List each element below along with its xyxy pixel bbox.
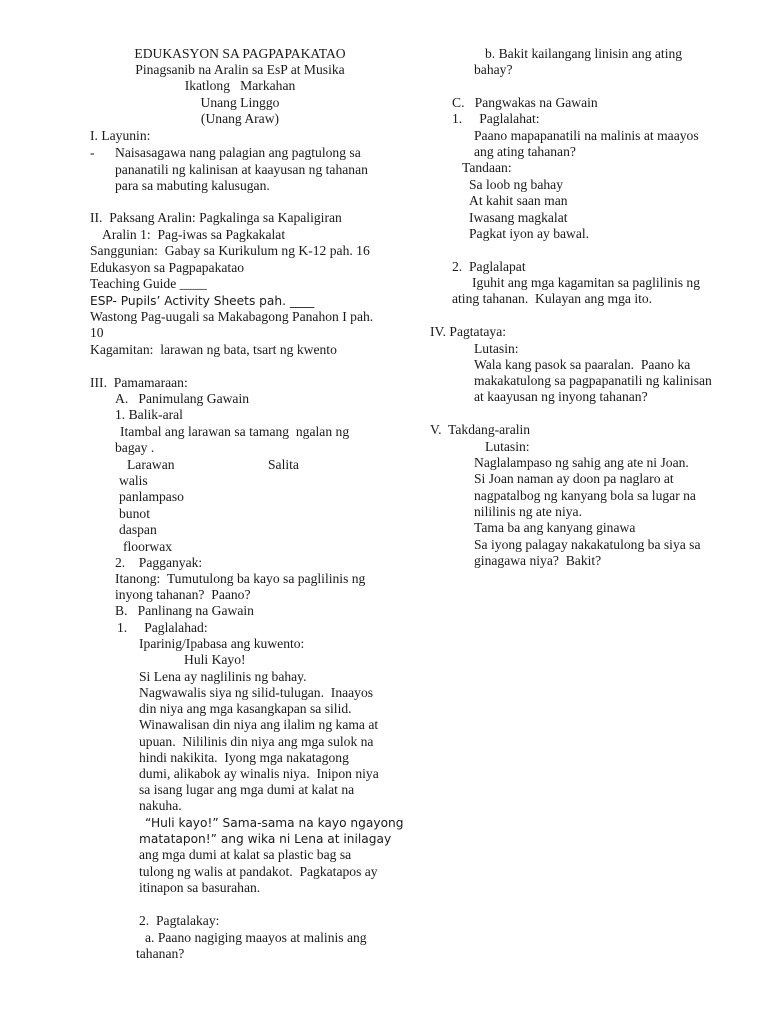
section-heading: III. Pamamaraan:: [90, 375, 188, 390]
poem-line: Iwasang magkalat: [469, 210, 568, 225]
text-line: para sa mabuting kalusugan.: [115, 178, 270, 193]
header-line: (Unang Araw): [200, 111, 280, 126]
poem-line: Sa loob ng bahay: [469, 177, 564, 192]
text-line: Naisasagawa nang palagian ang pagtulong sa: [115, 145, 361, 160]
text-line: Iparinig/Ipabasa ang kuwento:: [139, 636, 305, 651]
story-line: nakuha.: [139, 798, 182, 813]
list-item: bunot: [119, 506, 150, 521]
text-line: Teaching Guide ____: [90, 276, 207, 291]
text-line: Kagamitan: larawan ng bata, tsart ng kwento: [90, 342, 337, 357]
sub-heading: 2. Pagtalakay:: [139, 913, 220, 928]
sub-heading: C. Pangwakas na Gawain: [452, 95, 598, 110]
text-line: bagay .: [115, 440, 155, 455]
sub-heading: 1. Paglalahad:: [117, 620, 208, 635]
sub-heading: 1. Paglalahat:: [452, 111, 540, 126]
section-heading: IV. Pagtataya:: [430, 324, 507, 339]
story-line: tulong ng walis at pandakot. Pagkatapos ay: [139, 864, 378, 879]
header-line: Pinagsanib na Aralin sa EsP at Musika: [135, 62, 345, 77]
column-header-salita: Salita: [268, 457, 299, 472]
text-line: 10: [90, 325, 104, 340]
story-line: Winawalisan din niya ang ilalim ng kama at: [139, 717, 379, 732]
story-line: dumi, alikabok ay winalis niya. Inipon niya: [139, 766, 379, 781]
text-line: Tandaan:: [462, 160, 512, 175]
header-line: Unang Linggo: [200, 95, 280, 110]
list-item: walis: [119, 473, 148, 488]
text-line: nagpatalbog ng kanyang bola sa lugar na: [474, 488, 696, 503]
question-line: b. Bakit kailangang linisin ang ating: [485, 46, 683, 61]
text-line: Wala kang pasok sa paaralan. Paano ka: [474, 357, 691, 372]
text-line: Sanggunian: Gabay sa Kurikulum ng K-12 pah. 16: [90, 243, 370, 258]
text-line: ang ating tahanan?: [474, 144, 576, 159]
poem-line: Pagkat iyon ay bawal.: [469, 226, 590, 241]
story-line: din niya ang mga kasangkapan sa silid.: [139, 701, 352, 716]
text-line: nililinis ng ate niya.: [474, 504, 582, 519]
text-line: Itanong: Tumutulong ba kayo sa paglilinis ng: [115, 571, 366, 586]
question-line: bahay?: [474, 62, 513, 77]
question-line: a. Paano nagiging maayos at malinis ang: [145, 930, 367, 945]
sub-heading: A. Panimulang Gawain: [115, 391, 250, 406]
section-heading: II. Paksang Aralin: Pagkalinga sa Kapaligiran: [90, 210, 342, 225]
text-line: ESP- Pupils’ Activity Sheets pah. ____: [90, 294, 315, 308]
text-line: pananatili ng kalinisan at kaayusan ng tahanan: [115, 162, 368, 177]
text-line: 1. Balik-aral: [115, 407, 183, 422]
sub-heading: B. Panlinang na Gawain: [115, 603, 254, 618]
story-line: ang mga dumi at kalat sa plastic bag sa: [139, 847, 352, 862]
story-line: matatapon!” ang wika ni Lena at inilagay: [139, 832, 392, 846]
list-item: daspan: [119, 522, 157, 537]
sub-heading: 2. Pagganyak:: [115, 555, 203, 570]
text-line: Edukasyon sa Pagpapakatao: [90, 260, 245, 275]
story-line: “Huli kayo!” Sama-sama na kayo ngayong: [145, 816, 404, 830]
text-line: Tama ba ang kanyang ginawa: [474, 520, 636, 535]
story-line: Nagwawalis siya ng silid-tulugan. Inaayos: [139, 685, 374, 700]
list-item: floorwax: [123, 539, 173, 554]
poem-line: At kahit saan man: [469, 193, 568, 208]
story-line: sa isang lugar ang mga dumi at kalat na: [139, 782, 355, 797]
text-line: Lutasin:: [485, 439, 530, 454]
story-line: Si Lena ay naglilinis ng bahay.: [139, 669, 307, 684]
doc-title: EDUKASYON SA PAGPAPAKATAO: [134, 46, 346, 61]
story-title: Huli Kayo!: [184, 652, 246, 667]
text-line: ginagawa niya? Bakit?: [474, 553, 602, 568]
section-heading: V. Takdang-aralin: [430, 422, 531, 437]
text-line: Itambal ang larawan sa tamang ngalan ng: [120, 424, 350, 439]
text-line: Iguhit ang mga kagamitan sa paglilinis ng: [472, 275, 701, 290]
story-line: upuan. Nililinis din niya ang mga sulok na: [139, 734, 374, 749]
text-line: Aralin 1: Pag-iwas sa Pagkakalat: [102, 227, 286, 242]
column-header-larawan: Larawan: [127, 457, 175, 472]
sub-heading: 2. Paglalapat: [452, 259, 526, 274]
text-line: makakatulong sa pagpapanatili ng kalinisan: [474, 373, 712, 388]
text-line: Naglalampaso ng sahig ang ate ni Joan.: [474, 455, 689, 470]
list-item: panlampaso: [119, 489, 184, 504]
question-line: tahanan?: [136, 946, 185, 961]
text-line: Si Joan naman ay doon pa naglaro at: [474, 471, 674, 486]
text-line: Lutasin:: [474, 341, 519, 356]
text-line: Paano mapapanatili na malinis at maayos: [474, 128, 699, 143]
section-heading: I. Layunin:: [90, 128, 151, 143]
header-line: Ikatlong Markahan: [184, 78, 296, 93]
text-line: at kaayusan ng inyong tahanan?: [474, 389, 648, 404]
text-line: Wastong Pag-uugali sa Makabagong Panahon I pah.: [90, 309, 374, 324]
text-line: Sa iyong palagay nakakatulong ba siya sa: [474, 537, 701, 552]
text-line: inyong tahanan? Paano?: [115, 587, 251, 602]
text-line: ating tahanan. Kulayan ang mga ito.: [452, 291, 653, 306]
story-line: hindi nakikita. Iyong mga nakatagong: [139, 750, 349, 765]
bullet: -: [90, 145, 95, 160]
story-line: itinapon sa basurahan.: [139, 880, 261, 895]
